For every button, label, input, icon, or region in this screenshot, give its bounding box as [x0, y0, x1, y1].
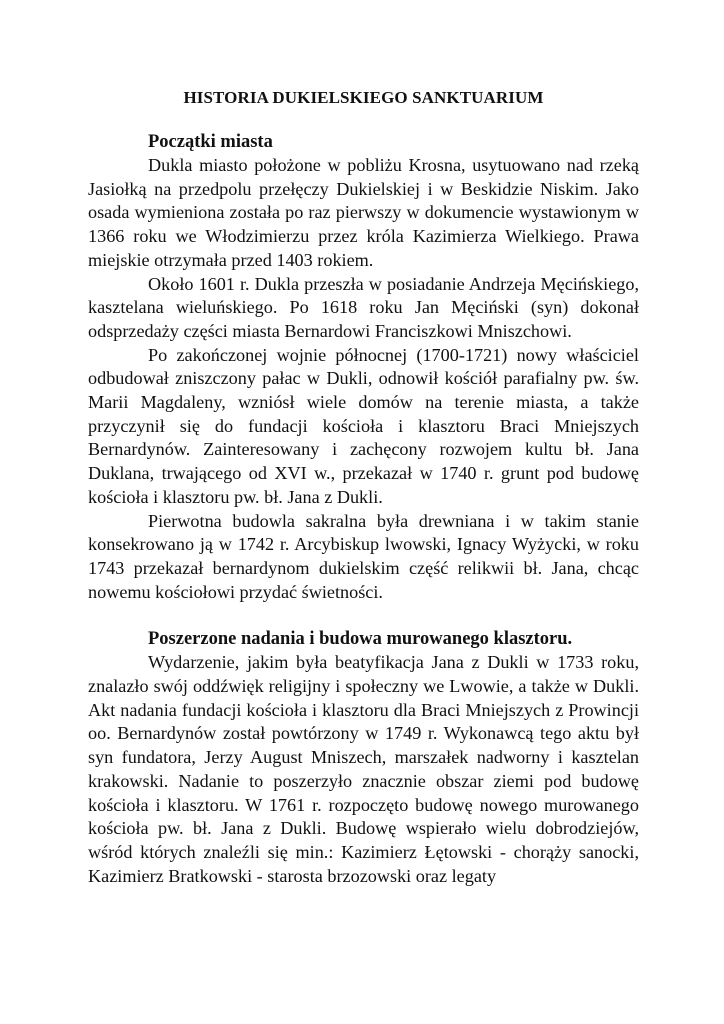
paragraph: Po zakończonej wojnie północnej (1700-1721) nowy właściciel odbudował zniszczony pałac w Dukli, odnowił kościół parafialny pw. św. Marii Magdaleny, wzniósł wiele domów na terenie miasta, a także przyczynił się do fundacji kościoła i klasztoru Braci Mniejszych Bernardynów. Zainteresowany i zachęcony rozwojem kultu bł. Jana Duklana, trwającego od XVI w., przekazał w 1740 r. grunt pod budowę kościoła i klasztoru pw. bł. Jana z Dukli. [88, 344, 639, 507]
paragraph: Wydarzenie, jakim była beatyfikacja Jana z Dukli w 1733 roku, znalazło swój oddźwięk religijny i społeczny we Lwowie, a także w Dukli. Akt nadania fundacji kościoła i klasztoru dla Braci Mniejszych z Prowincji oo. Bernardynów został powtórzony w 1749 r. Wykonawcą tego aktu był syn fundatora, Jerzy August Mniszech, marszałek nadworny i kasztelan krakowski. Nadanie to poszerzyło znacznie obszar ziemi pod budowę kościoła i klasztoru. W 1761 r. rozpoczęto budowę nowego murowanego kościoła pw. bł. Jana z Dukli. Budowę wspierało wielu dobrodziejów, wśród których znaleźli się min.: Kazimierz Łętowski - chorąży sanocki, Kazimierz Bratkowski - starosta brzozowski oraz legaty [88, 652, 639, 886]
section-spacer [88, 604, 639, 627]
paragraph: Około 1601 r. Dukla przeszła w posiadanie Andrzeja Męcińskiego, kasztelana wieluńskiego. Po 1618 roku Jan Męciński (syn) dokonał odsprzedaży części miasta Bernardowi Franciszkowi Mniszchowi. [88, 273, 639, 341]
section-heading: Poszerzone nadania i budowa murowanego klasztoru. [148, 629, 573, 650]
paragraph: Dukla miasto położone w pobliżu Krosna, usytuowano nad rzeką Jasiołką na przedpolu przełęczy Dukielskiej i w Beskidzie Niskim. Jako osada wymieniona została po raz pierwszy w dokumencie wystawionym w 1366 roku we Włodzimierzu przez króla Kazimierza Wielkiego. Prawa miejskie otrzymała przed 1403 rokiem. [88, 155, 639, 270]
document-title: HISTORIA DUKIELSKIEGO SANKTUARIUM [183, 88, 544, 107]
document-page [88, 86, 639, 888]
section-poszerzone-nadania [88, 627, 639, 888]
paragraph: Pierwotna budowla sakralna była drewniana i w takim stanie konsekrowano ją w 1742 r. Arcybiskup lwowski, Ignacy Wyżycki, w roku 1743 przekazał bernardynom dukielskim część relikwii bł. Jana, chcąc nowemu kościołowi przydać świetności. [88, 510, 639, 602]
section-heading: Początki miasta [148, 132, 273, 152]
section-poczatki-miasta [88, 130, 639, 604]
